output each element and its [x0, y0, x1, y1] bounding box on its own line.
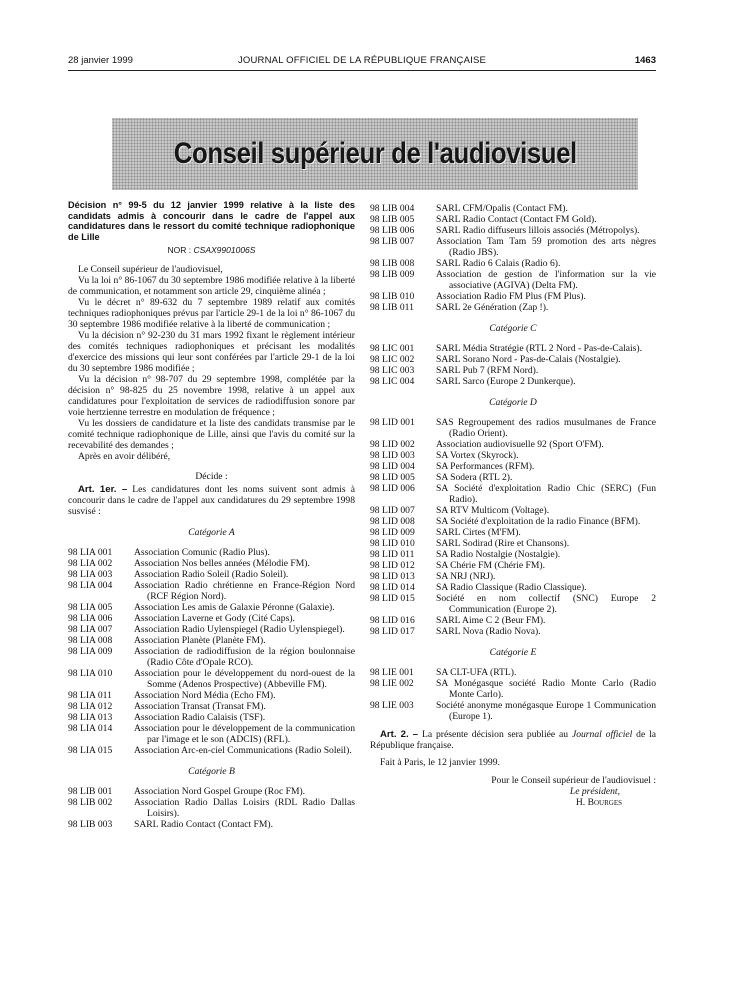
- entry-code: 98 LID 017: [370, 626, 415, 637]
- list-entry: [68, 624, 355, 635]
- list-entry: [370, 571, 656, 582]
- entry-code: 98 LID 012: [370, 560, 415, 571]
- list-entry: [68, 723, 355, 745]
- nor-value: CSAX9901006S: [193, 245, 256, 256]
- entry-code: 98 LIE 003: [370, 700, 414, 711]
- list-entry: [370, 343, 656, 354]
- entry-code: 98 LIB 003: [68, 819, 113, 831]
- entry-name: Association Comunic (Radio Plus).: [134, 547, 270, 559]
- entry-name: SARL Radio 6 Calais (Radio 6).: [436, 258, 561, 269]
- list-entry: [68, 786, 355, 797]
- category-b-title: Catégorie B: [188, 766, 235, 778]
- entry-code: 98 LID 005: [370, 472, 415, 483]
- entry-code: 98 LIB 010: [370, 291, 415, 302]
- entry-name: SA Société d'exploitation de la radio Finance (BFM).: [436, 516, 641, 527]
- entry-code: 98 LID 002: [370, 439, 415, 450]
- list-entry: [370, 258, 656, 269]
- list-entry: [370, 615, 656, 626]
- list-entry: [68, 690, 355, 701]
- decision-paragraph: Vu les dossiers de candidature et la liste des candidats transmise par le comité technique radiophonique de Lille, ainsi que l'avis du comité sur la recevabilité des demandes ;: [68, 418, 355, 452]
- list-entry: [370, 527, 656, 538]
- entry-name: Association Nord Gospel Groupe (Roc FM).: [134, 786, 306, 798]
- decision-paragraph: Vu la loi n° 86-1067 du 30 septembre 1986 modifiée relative à la liberté de communication, et notamment son article 29, cinquième alinéa ;: [68, 275, 355, 298]
- entry-code: 98 LID 001: [370, 417, 415, 428]
- entry-name: SA Performances (RFM).: [436, 461, 535, 472]
- left-column: [68, 200, 355, 830]
- category-b-list-right: [370, 203, 656, 313]
- entry-name: Association Radio Calaisis (TSF).: [134, 712, 266, 724]
- signature-line-2: Le président,: [569, 786, 620, 797]
- entry-code: 98 LIE 001: [370, 667, 414, 678]
- list-entry: [370, 678, 656, 700]
- list-entry: [68, 797, 355, 819]
- entry-name: Association Radio Dallas Loisirs (RDL Radio Dallas Loisirs).: [134, 797, 355, 820]
- article-2-label: Art. 2. –: [380, 729, 419, 740]
- entry-name: Société en nom collectif (SNC) Europe 2 Communication (Europe 2).: [436, 593, 656, 615]
- list-entry: [370, 626, 656, 637]
- entry-name: SA Sodera (RTL 2).: [436, 472, 513, 483]
- list-entry: [370, 505, 656, 516]
- entry-code: 98 LIE 002: [370, 678, 414, 689]
- entry-code: 98 LIA 006: [68, 613, 113, 625]
- entry-code: 98 LIA 005: [68, 602, 113, 614]
- entry-name: SA Monégasque société Radio Monte Carlo (Radio Monte Carlo).: [436, 678, 656, 700]
- entry-name: SARL Média Stratégie (RTL 2 Nord - Pas-de-Calais).: [436, 343, 642, 354]
- list-entry: [370, 214, 656, 225]
- list-entry: [68, 547, 355, 558]
- banner-title: Conseil supérieur de l'audiovisuel: [173, 137, 577, 170]
- article-2-text-italic: Journal officiel: [571, 729, 633, 740]
- entry-name: SARL Cirtes (M'FM).: [436, 527, 521, 538]
- decide-heading: Décide :: [195, 471, 228, 483]
- entry-code: 98 LID 011: [370, 549, 415, 560]
- entry-name: Association Arc-en-ciel Communications (Radio Soleil).: [134, 745, 352, 757]
- header-title: JOURNAL OFFICIEL DE LA RÉPUBLIQUE FRANÇAISE: [237, 55, 487, 66]
- header-date: 28 janvier 1999: [68, 55, 133, 66]
- entry-name: Association Nos belles années (Mélodie FM).: [134, 558, 310, 570]
- list-entry: [68, 668, 355, 690]
- entry-name: SARL Radio Contact (Contact FM).: [134, 819, 274, 831]
- entry-name: SARL Pub 7 (RFM Nord).: [436, 365, 539, 376]
- entry-name: SARL 2e Génération (Zap !).: [436, 302, 549, 313]
- entry-name: SA CLT-UFA (RTL).: [436, 667, 517, 678]
- list-entry: [370, 582, 656, 593]
- entry-code: 98 LIB 005: [370, 214, 415, 225]
- nor-reference: [68, 245, 355, 256]
- list-entry: [370, 450, 656, 461]
- list-entry: [68, 613, 355, 624]
- list-entry: [370, 376, 656, 387]
- decision-paragraph: Vu le décret n° 89-632 du 7 septembre 1989 relatif aux comités techniques radiophoniques prévus par l'article 29-1 de la loi n° 86-1067 du 30 septembre 1986 modifiée relative à la liberté de communication ;: [68, 297, 355, 331]
- entry-name: SARL Radio Contact (Contact FM Gold).: [436, 214, 597, 225]
- entry-name: SA Chérie FM (Chérie FM).: [436, 560, 545, 571]
- entry-name: SA Radio Classique (Radio Classique).: [436, 582, 587, 593]
- article-2-text-b: de la République française.: [370, 729, 656, 751]
- entry-code: 98 LIA 008: [68, 635, 113, 647]
- category-e-list: [370, 667, 656, 722]
- entry-code: 98 LIA 003: [68, 569, 113, 581]
- entry-name: SA Société d'exploitation Radio Chic (SERC) (Fun Radio).: [436, 483, 656, 505]
- list-entry: [370, 417, 656, 439]
- entry-name: Association Planète (Planète FM).: [134, 635, 266, 647]
- entry-code: 98 LIC 002: [370, 354, 415, 365]
- category-b-list-left: [68, 786, 355, 830]
- entry-code: 98 LID 016: [370, 615, 415, 626]
- entry-code: 98 LIA 001: [68, 547, 113, 559]
- article-2-text-a: La présente décision sera publiée au: [418, 729, 572, 740]
- fait-line: Fait à Paris, le 12 janvier 1999.: [380, 757, 500, 768]
- article-2: [370, 729, 656, 751]
- entry-name: SARL Sarco (Europe 2 Dunkerque).: [436, 376, 576, 387]
- page-header: [68, 55, 656, 69]
- entry-code: 98 LIB 011: [370, 302, 414, 313]
- right-column: [370, 203, 656, 808]
- entry-name: Association Radio FM Plus (FM Plus).: [436, 291, 586, 302]
- entry-name: Association Radio chrétienne en France-Région Nord (RCF Région Nord).: [134, 580, 355, 603]
- list-entry: [370, 593, 656, 615]
- list-entry: [68, 569, 355, 580]
- entry-code: 98 LIB 009: [370, 269, 415, 280]
- list-entry: [68, 745, 355, 756]
- list-entry: [370, 225, 656, 236]
- list-entry: [370, 365, 656, 376]
- entry-name: SARL Nova (Radio Nova).: [436, 626, 541, 637]
- list-entry: [370, 291, 656, 302]
- entry-code: 98 LIA 002: [68, 558, 113, 570]
- entry-code: 98 LIB 007: [370, 236, 415, 247]
- entry-name: SA Radio Nostalgie (Nostalgie).: [436, 549, 561, 560]
- signature-block: [370, 775, 656, 808]
- list-entry: [370, 700, 656, 722]
- list-entry: [68, 819, 355, 830]
- list-entry: [68, 712, 355, 723]
- list-entry: [370, 472, 656, 483]
- list-entry: [370, 483, 656, 505]
- entry-code: 98 LIC 004: [370, 376, 415, 387]
- list-entry: [370, 203, 656, 214]
- header-rule: [68, 70, 656, 71]
- entry-name: SA RTV Multicom (Voltage).: [436, 505, 550, 516]
- article-1-label: Art. 1er. –: [78, 484, 128, 496]
- decision-paragraph: Après en avoir délibéré,: [78, 451, 171, 463]
- entry-code: 98 LIA 015: [68, 745, 113, 757]
- entry-code: 98 LIB 001: [68, 786, 113, 798]
- entry-name: Association Les amis de Galaxie Péronne (Galaxie).: [134, 602, 335, 614]
- entry-name: Association Transat (Transat FM).: [134, 701, 266, 713]
- entry-name: Association de gestion de l'information sur la vie associative (AGIVA) (Delta FM).: [436, 269, 656, 291]
- list-entry: [68, 646, 355, 668]
- category-c-title: Catégorie C: [489, 323, 537, 334]
- entry-name: SARL Radio diffuseurs lillois associés (Métropolys).: [436, 225, 640, 236]
- entry-code: 98 LIB 006: [370, 225, 415, 236]
- entry-code: 98 LID 008: [370, 516, 415, 527]
- list-entry: [370, 354, 656, 365]
- list-entry: [370, 236, 656, 258]
- signature-line-3: H. Bourges: [575, 797, 622, 808]
- entry-code: 98 LIA 013: [68, 712, 113, 724]
- entry-name: SARL CFM/Opalis (Contact FM).: [436, 203, 568, 214]
- list-entry: [370, 549, 656, 560]
- list-entry: [370, 302, 656, 313]
- list-entry: [370, 461, 656, 472]
- entry-code: 98 LIA 010: [68, 668, 113, 680]
- list-entry: [68, 701, 355, 712]
- entry-name: SARL Sorano Nord - Pas-de-Calais (Nostalgie).: [436, 354, 621, 365]
- entry-code: 98 LID 013: [370, 571, 415, 582]
- entry-name: Association audiovisuelle 92 (Sport O'FM).: [436, 439, 604, 450]
- decision-paragraph: Le Conseil supérieur de l'audiovisuel,: [78, 264, 223, 276]
- entry-code: 98 LID 010: [370, 538, 415, 549]
- list-entry: [68, 558, 355, 569]
- category-c-list: [370, 343, 656, 387]
- article-1-text: Les candidatures dont les noms suivent sont admis à concourir dans le cadre de l'appel aux candidatures du 29 septembre 1998 susvisé :: [68, 484, 355, 518]
- entry-name: SA Vortex (Skyrock).: [436, 450, 519, 461]
- decision-paragraph: Vu la décision n° 98-707 du 29 septembre 1998, complétée par la décision n° 98-825 du 25 novembre 1998, relative à un appel aux candidatures pour l'exploitation de services de radiodiffusion sonore par voie hertzienne terrestre en modulation de fréquence ;: [68, 374, 355, 419]
- entry-code: 98 LID 009: [370, 527, 415, 538]
- list-entry: [68, 602, 355, 613]
- entry-code: 98 LIA 004: [68, 580, 113, 592]
- entry-code: 98 LID 004: [370, 461, 415, 472]
- list-entry: [370, 560, 656, 571]
- nor-label: NOR :: [167, 245, 192, 256]
- category-e-title: Catégorie E: [489, 647, 537, 658]
- category-a-title: Catégorie A: [188, 527, 235, 539]
- list-entry: [370, 269, 656, 291]
- entry-name: Association Laverne et Gody (Cité Caps).: [134, 613, 295, 625]
- list-entry: [68, 580, 355, 602]
- entry-name: Association pour le développement du nord-ouest de la Somme (Adenos Prospective) (Abbeville FM).: [134, 668, 355, 691]
- entry-name: SA NRJ (NRJ).: [436, 571, 496, 582]
- section-banner: [112, 118, 638, 190]
- entry-code: 98 LID 015: [370, 593, 415, 604]
- list-entry: [68, 635, 355, 646]
- entry-name: Association Radio Uylenspiegel (Radio Uylenspiegel).: [134, 624, 345, 636]
- entry-code: 98 LIC 001: [370, 343, 415, 354]
- entry-code: 98 LID 014: [370, 582, 415, 593]
- category-d-list: [370, 417, 656, 637]
- header-page-number: 1463: [634, 55, 656, 66]
- article-1: [68, 484, 355, 517]
- entry-code: 98 LID 007: [370, 505, 415, 516]
- entry-code: 98 LIC 003: [370, 365, 415, 376]
- entry-name: SAS Regroupement des radios musulmanes de France (Radio Orient).: [436, 417, 656, 439]
- entry-code: 98 LIB 004: [370, 203, 415, 214]
- entry-code: 98 LIA 011: [68, 690, 112, 702]
- entry-name: SARL Aime C 2 (Beur FM).: [436, 615, 546, 626]
- entry-code: 98 LIA 014: [68, 723, 113, 735]
- decision-paragraph: Vu la décision n° 92-230 du 31 mars 1992 fixant le règlement intérieur des comités techniques radiophoniques et précisant les modalités d'exercice des missions qui leur sont conférées par l'article 29-1 de la loi du 30 septembre 1986 modifiée ;: [68, 330, 355, 375]
- category-a-list: [68, 547, 355, 756]
- entry-name: Association pour le développement de la communication par l'image et le son (ADCIS) (RFL).: [134, 723, 355, 746]
- entry-code: 98 LID 006: [370, 483, 415, 494]
- decision-title: Décision n° 99-5 du 12 janvier 1999 relative à la liste des candidats admis à concourir dans le cadre de l'appel aux candidatures dans le ressort du comité technique radiophonique de Lille: [68, 200, 355, 242]
- signature-line-1: Pour le Conseil supérieur de l'audiovisuel :: [491, 775, 656, 786]
- list-entry: [370, 538, 656, 549]
- entry-name: Association Radio Soleil (Radio Soleil).: [134, 569, 289, 581]
- entry-name: Association de radiodiffusion de la région boulonnaise (Radio Côte d'Opale RCO).: [134, 646, 355, 669]
- entry-code: 98 LID 003: [370, 450, 415, 461]
- entry-name: Association Tam Tam 59 promotion des arts nègres (Radio JBS).: [436, 236, 656, 258]
- list-entry: [370, 516, 656, 527]
- entry-name: SARL Sodirad (Rire et Chansons).: [436, 538, 570, 549]
- category-d-title: Catégorie D: [489, 397, 537, 408]
- entry-code: 98 LIB 002: [68, 797, 113, 809]
- entry-name: Société anonyme monégasque Europe 1 Communication (Europe 1).: [436, 700, 656, 722]
- entry-code: 98 LIA 009: [68, 646, 113, 658]
- entry-code: 98 LIA 012: [68, 701, 113, 713]
- entry-name: Association Nord Média (Echo FM).: [134, 690, 276, 702]
- entry-code: 98 LIA 007: [68, 624, 113, 636]
- list-entry: [370, 667, 656, 678]
- entry-code: 98 LIB 008: [370, 258, 415, 269]
- list-entry: [370, 439, 656, 450]
